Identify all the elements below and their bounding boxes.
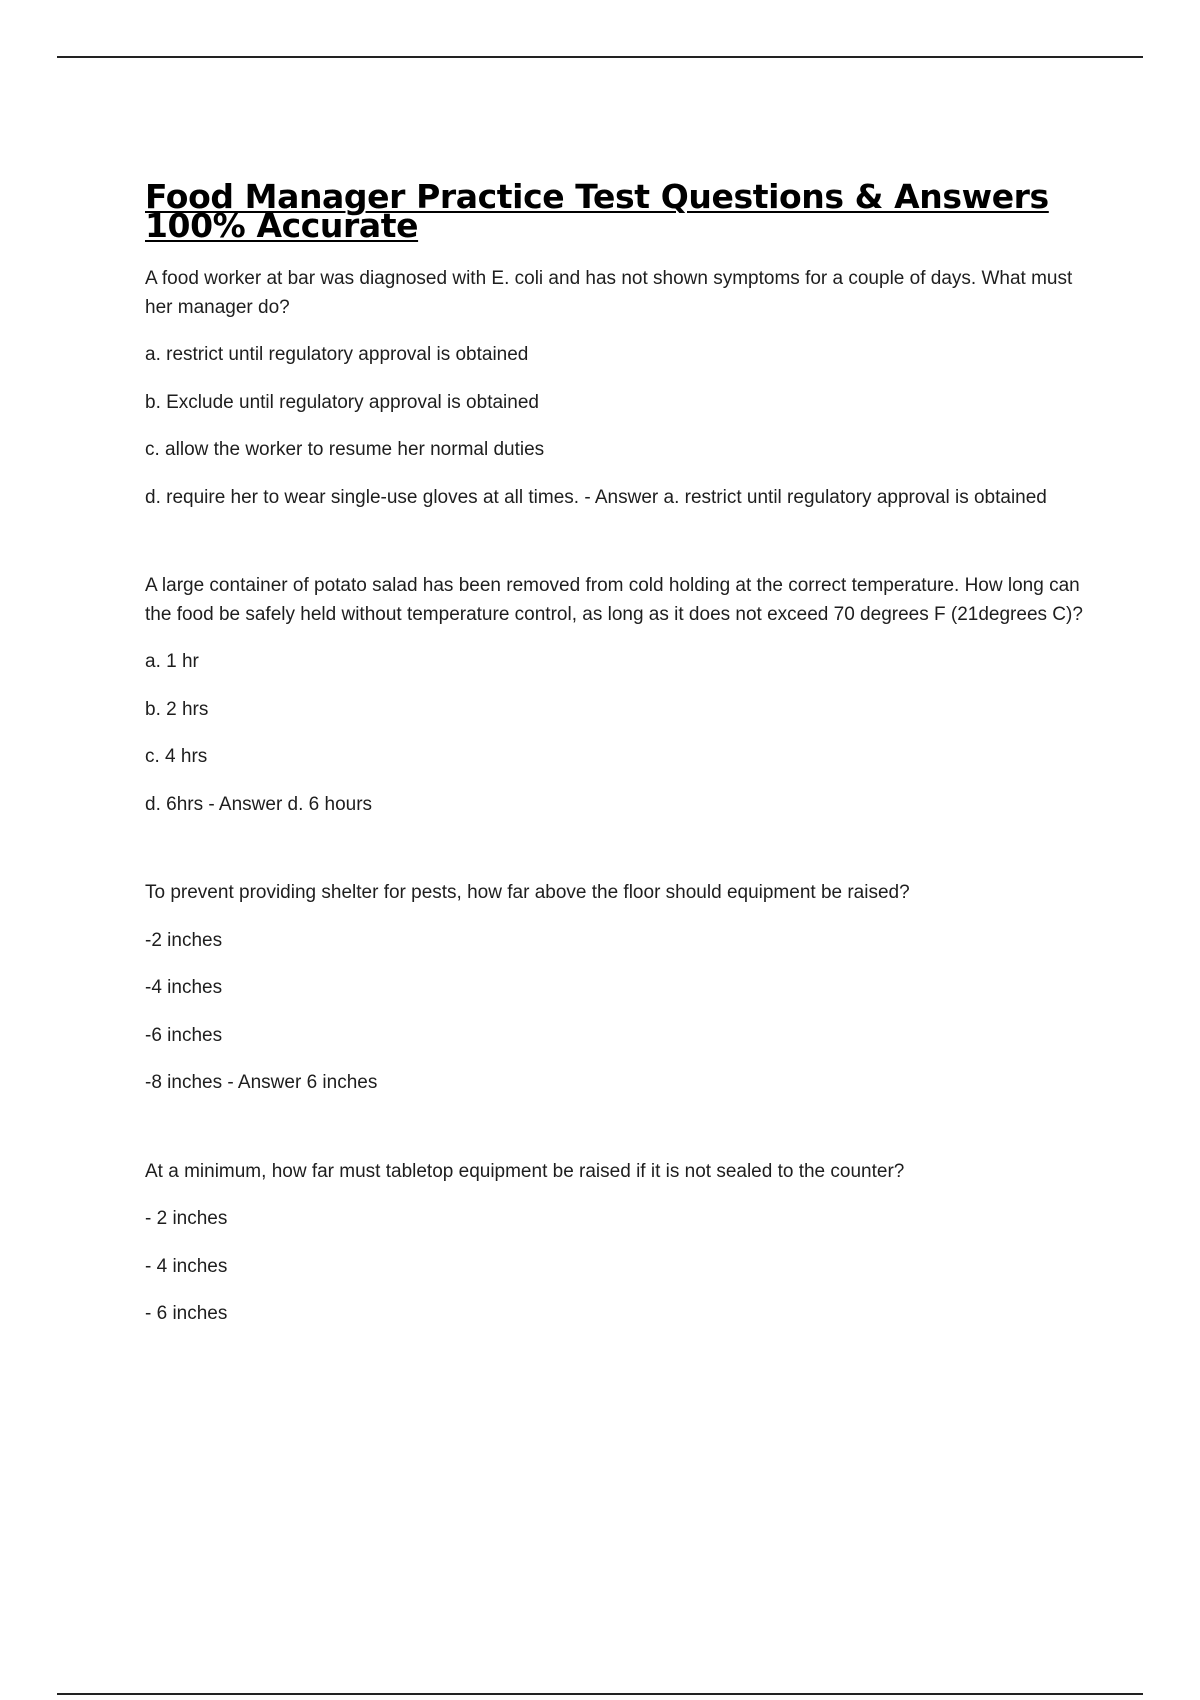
question-prompt: A food worker at bar was diagnosed with E. coli and has not shown symptoms for a couple of days. What must her manager do? xyxy=(145,268,1073,318)
question-separator xyxy=(145,838,1090,879)
answer-option: b. Exclude until regulatory approval is obtained xyxy=(145,391,539,413)
question-separator xyxy=(145,1117,1090,1158)
question-block-1 xyxy=(145,265,1090,512)
document-title: Food Manager Practice Test Questions & Answers 100% Accurate xyxy=(145,177,1049,245)
question-prompt: A large container of potato salad has been removed from cold holding at the correct temperature. How long can the food be safely held without temperature control, as long as it does not exceed 70 degrees F (21degrees C)? xyxy=(145,575,1083,625)
question-prompt: To prevent providing shelter for pests, how far above the floor should equipment be raised? xyxy=(145,882,910,903)
answer-option: c. allow the worker to resume her normal duties xyxy=(145,439,545,460)
answer-option: -6 inches xyxy=(145,1024,223,1046)
answer-option: -4 inches xyxy=(145,977,223,998)
question-block-2 xyxy=(145,572,1090,819)
question-separator xyxy=(145,531,1090,572)
answer-option: -2 inches xyxy=(145,929,223,951)
answer-option: d. 6hrs - Answer d. 6 hours xyxy=(145,793,373,815)
answer-option: b. 2 hrs xyxy=(145,698,209,720)
question-block-4 xyxy=(145,1158,1090,1329)
answer-option: a. 1 hr xyxy=(145,651,199,672)
question-block-3 xyxy=(145,879,1090,1098)
bottom-rule xyxy=(57,1693,1143,1695)
top-rule xyxy=(57,56,1143,58)
answer-option: d. require her to wear single-use gloves at all times. - Answer a. restrict until regulatory approval is obtained xyxy=(145,486,1047,508)
answer-option: c. 4 hrs xyxy=(145,746,208,767)
answer-option: - 2 inches xyxy=(145,1208,228,1229)
question-prompt: At a minimum, how far must tabletop equipment be raised if it is not sealed to the counter? xyxy=(145,1160,905,1182)
answer-option: -8 inches - Answer 6 inches xyxy=(145,1072,378,1093)
answer-option: - 6 inches xyxy=(145,1303,228,1324)
document-body xyxy=(145,177,1090,1348)
answer-option: - 4 inches xyxy=(145,1255,228,1277)
answer-option: a. restrict until regulatory approval is obtained xyxy=(145,344,529,365)
